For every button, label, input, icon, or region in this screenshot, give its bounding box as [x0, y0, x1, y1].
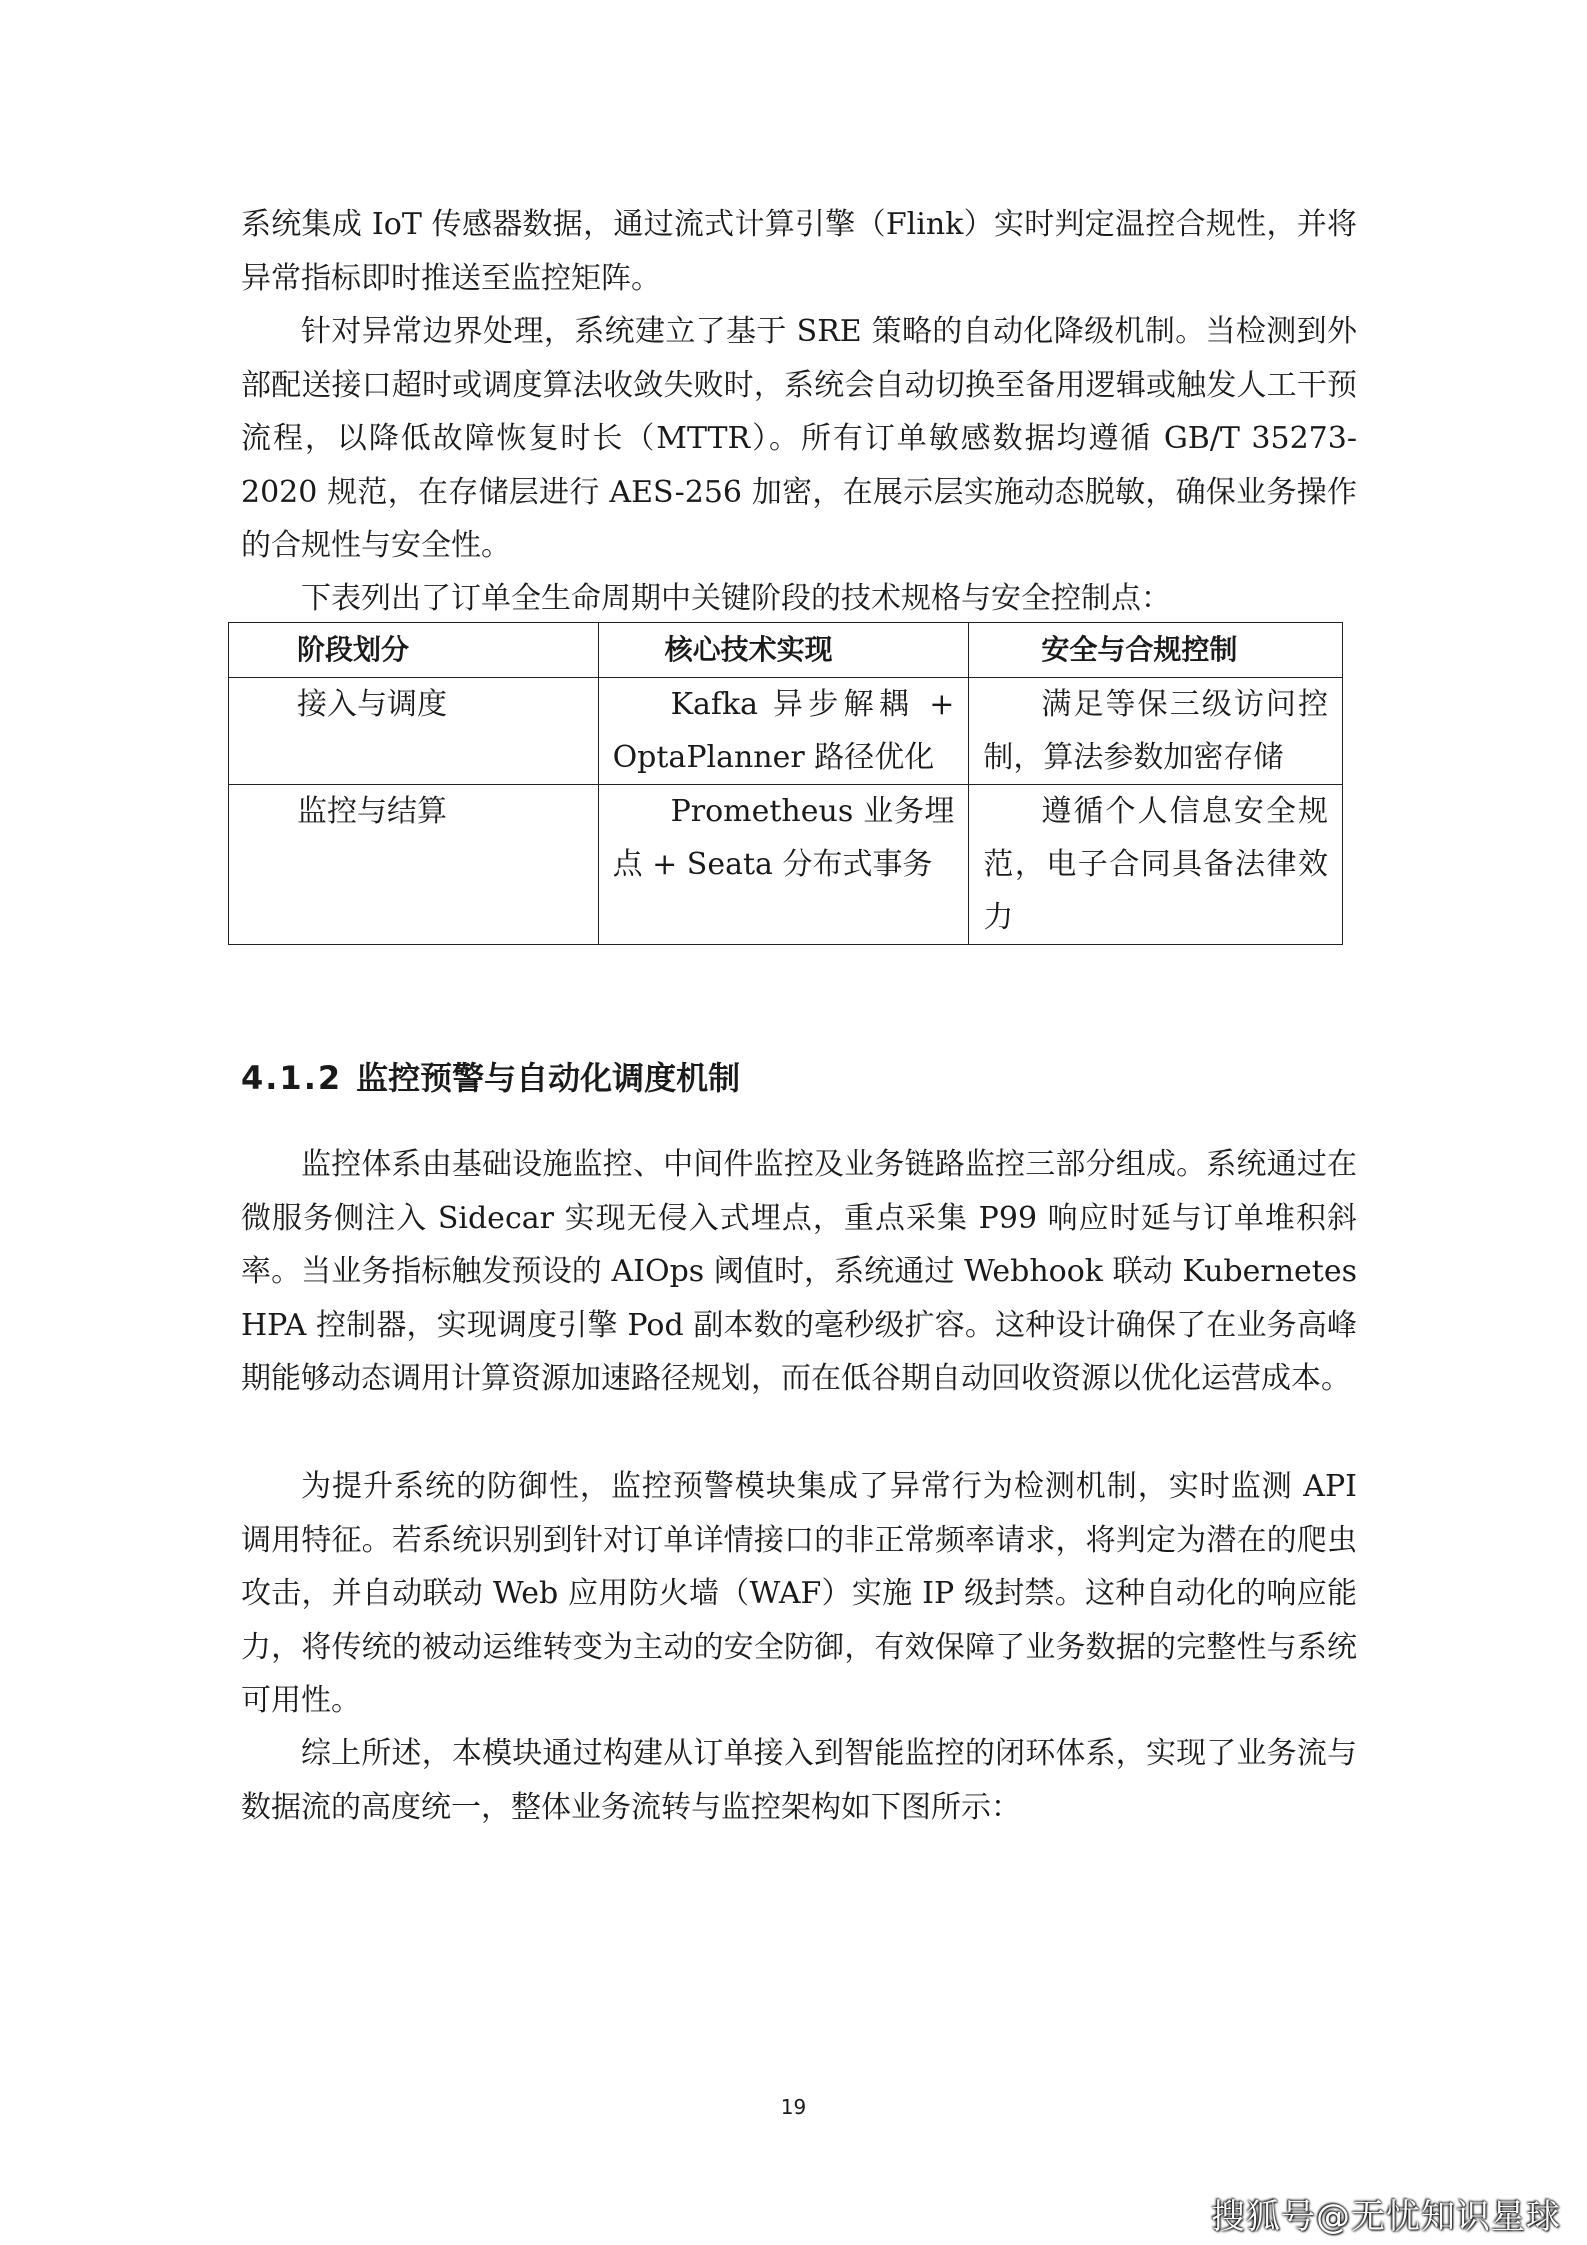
table-cell-security: 遵循个人信息安全规范，电子合同具备法律效力 [969, 785, 1343, 945]
table-cell-tech: Prometheus 业务埋点 + Seata 分布式事务 [598, 785, 969, 945]
paragraph-table-intro: 下表列出了订单全生命周期中关键阶段的技术规格与安全控制点： [301, 581, 1171, 616]
table-cell-stage: 监控与结算 [229, 785, 599, 945]
section-heading [241, 1052, 740, 1104]
table-row [229, 785, 1343, 945]
section-number: 4.1.2 [241, 1059, 343, 1097]
watermark: 搜狐号@无忧知识星球 [1211, 2197, 1561, 2237]
table-cell-security: 满足等保三级访问控制，算法参数加密存储 [969, 678, 1343, 785]
paragraph-summary: 综上所述，本模块通过构建从订单接入到智能监控的闭环体系，实现了业务流与数据流的高度统一，整体业务流转与监控架构如下图所示： [241, 1736, 1357, 1825]
table-header-row [229, 623, 1343, 678]
table-cell-tech: Kafka 异步解耦 + OptaPlanner 路径优化 [598, 678, 969, 785]
table-header-stage: 阶段划分 [229, 623, 599, 678]
page-number: 19 [780, 2095, 807, 2119]
table-header-tech: 核心技术实现 [598, 623, 969, 678]
section-title: 监控预警与自动化调度机制 [356, 1059, 741, 1097]
paragraph-monitoring: 监控体系由基础设施监控、中间件监控及业务链路监控三部分组成。系统通过在微服务侧注入 Sidecar 实现无侵入式埋点，重点采集 P99 响应时延与订单堆积斜率。当业务指标触发预设的 AIOps 阈值时，系统通过 Webhook 联动 Kubernetes HPA 控制器，实现调度引擎 Pod 副本数的毫秒级扩容。这种设计确保了在业务高峰期能够动态调用计算资源加速路径规划，而在低谷期自动回收资源以优化运营成本。 [241, 1147, 1357, 1396]
table-cell-stage: 接入与调度 [229, 678, 599, 785]
paragraph-defense: 为提升系统的防御性，监控预警模块集成了异常行为检测机制，实时监测 API 调用特征。若系统识别到针对订单详情接口的非正常频率请求，将判定为潜在的爬虫攻击，并自动联动 Web 应用防火墙（WAF）实施 IP 级封禁。这种自动化的响应能力，将传统的被动运维转变为主动的安全防御，有效保障了业务数据的完整性与系统可用性。 [241, 1469, 1357, 1718]
paragraph-sre: 针对异常边界处理，系统建立了基于 SRE 策略的自动化降级机制。当检测到外部配送接口超时或调度算法收敛失败时，系统会自动切换至备用逻辑或触发人工干预流程，以降低故障恢复时长（MTTR）。所有订单敏感数据均遵循 GB/T 35273-2020 规范，在存储层进行 AES-256 加密，在展示层实施动态脱敏，确保业务操作的合规性与安全性。 [241, 314, 1357, 563]
table-header-security: 安全与合规控制 [969, 623, 1343, 678]
paragraph-iot: 系统集成 IoT 传感器数据，通过流式计算引擎（Flink）实时判定温控合规性，并将异常指标即时推送至监控矩阵。 [241, 207, 1357, 296]
spec-table [228, 622, 1343, 945]
table-row [229, 678, 1343, 785]
